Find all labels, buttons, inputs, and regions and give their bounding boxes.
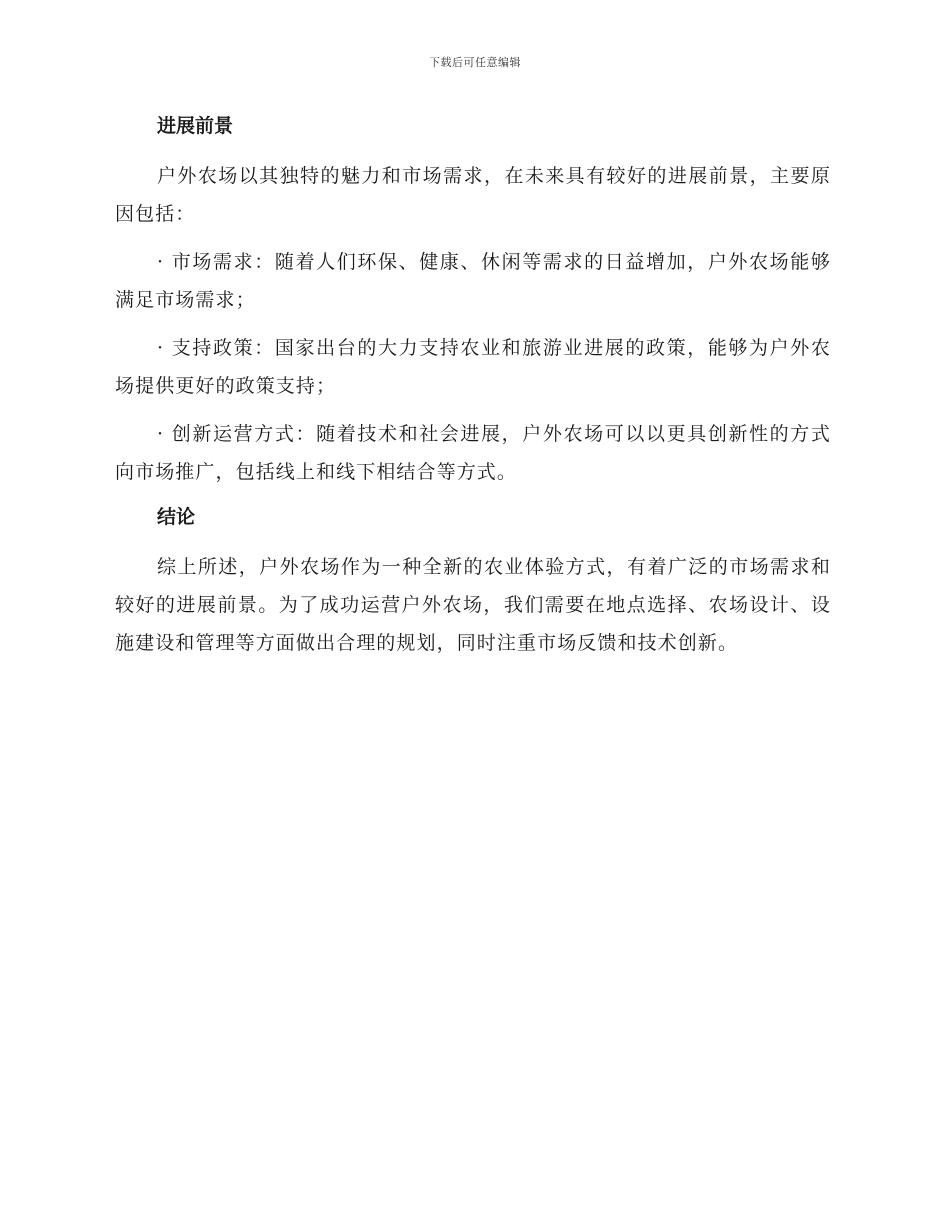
paragraph-innovative-operation: · 创新运营方式：随着技术和社会进展，户外农场可以以更具创新性的方式向市场推广，包括线上和线下相结合等方式。 <box>115 423 831 483</box>
paragraph-market-demand: · 市场需求：随着人们环保、健康、休闲等需求的日益增加，户外农场能够满足市场需求； <box>115 251 831 311</box>
paragraph-intro: 户外农场以其独特的魅力和市场需求，在未来具有较好的进展前景，主要原因包括： <box>115 165 831 225</box>
section-heading-conclusion: 结论 <box>157 506 196 528</box>
page-header: 下载后可任意编辑 <box>429 56 521 69</box>
section-heading-prospects: 进展前景 <box>157 115 234 137</box>
paragraph-policy-support: · 支持政策：国家出台的大力支持农业和旅游业进展的政策，能够为户外农场提供更好的政策支持； <box>115 337 831 397</box>
paragraph-conclusion: 综上所述，户外农场作为一种全新的农业体验方式，有着广泛的市场需求和较好的进展前景。为了成功运营户外农场，我们需要在地点选择、农场设计、设施建设和管理等方面做出合理的规划，同时注重市场反馈和技术创新。 <box>115 556 831 654</box>
document-body <box>115 110 831 672</box>
